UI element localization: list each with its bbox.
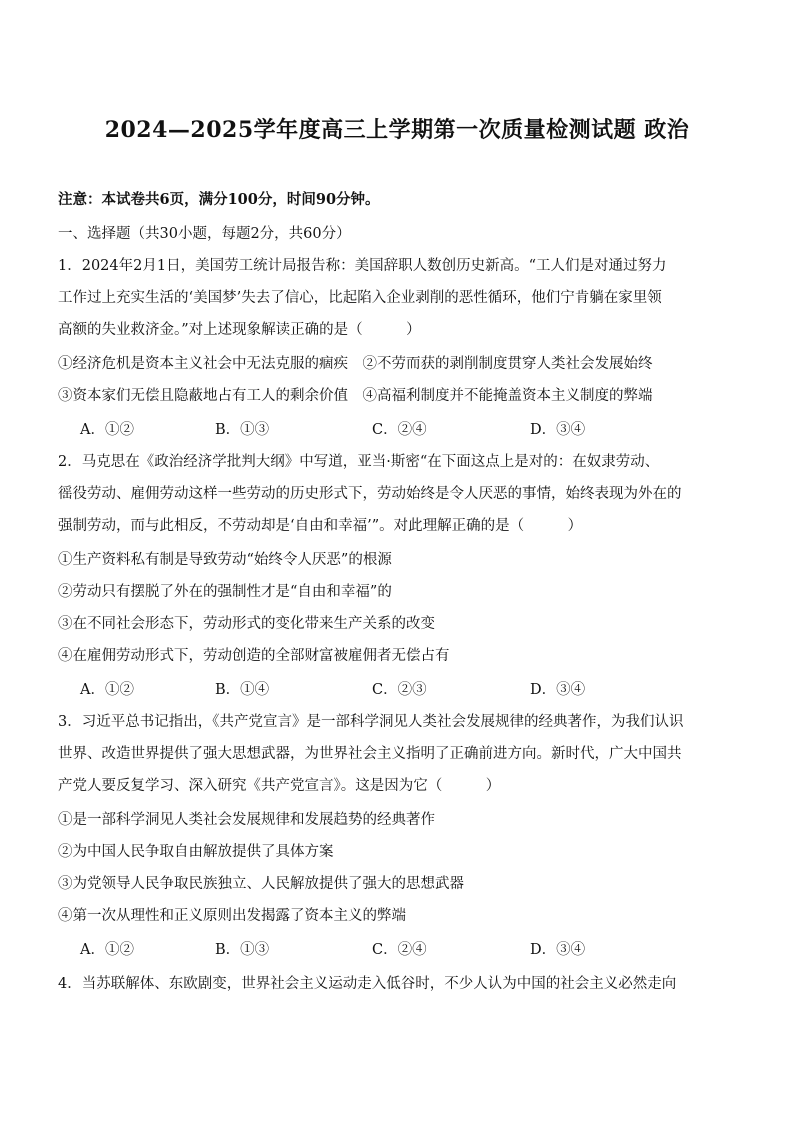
q1-stem-line2: 工作过上充实生活的‘美国梦’失去了信心，比起陷入企业剥削的恶性循环，他们宁肯躺在家里领	[58, 290, 662, 306]
q2-stem-line2: 徭役劳动、雇佣劳动这样一些劳动的历史形式下，劳动始终是令人厌恶的事情，始终表现为外在的	[58, 486, 682, 502]
page-title: 2024—2025学年度高三上学期第一次质量检测试题 政治	[104, 117, 690, 143]
q1-option-a: A．①②	[80, 422, 134, 438]
q2-statement-3: ③在不同社会形态下，劳动形式的变化带来生产关系的改变	[58, 616, 435, 632]
q3-option-d: D．③④	[530, 942, 586, 958]
q3-option-a: A．①②	[80, 942, 134, 958]
q2-option-a: A．①②	[80, 682, 134, 698]
q2-statement-1: ①生产资料私有制是导致劳动“始终令人厌恶”的根源	[58, 552, 392, 568]
q2-option-c: C．②③	[372, 682, 427, 698]
q4-stem-line1: 4．当苏联解体、东欧剧变，世界社会主义运动走入低谷时，不少人认为中国的社会主义必然走向	[58, 976, 677, 992]
q3-statement-1: ①是一部科学洞见人类社会发展规律和发展趋势的经典著作	[58, 812, 435, 828]
q3-stem-line2: 世界、改造世界提供了强大思想武器，为世界社会主义指明了正确前进方向。新时代，广大中国共	[58, 746, 682, 762]
q2-stem-line3: 强制劳动，而与此相反，不劳动却是‘自由和幸福’”。对此理解正确的是（ ）	[58, 518, 583, 534]
q1-option-c: C．②④	[372, 422, 427, 438]
q3-stem-line1: 3．习近平总书记指出，《共产党宣言》是一部科学洞见人类社会发展规律的经典著作，为我们认识	[58, 714, 684, 730]
q1-statements-2: ③资本家们无偿且隐蔽地占有工人的剩余价值 ④高福利制度并不能掩盖资本主义制度的弊端	[58, 388, 653, 404]
q1-option-b: B．①③	[215, 422, 270, 438]
q1-stem-line1: 1．2024年2月1日，美国劳工统计局报告称：美国辞职人数创历史新高。“工人们是对通过努力	[58, 258, 667, 274]
section-heading: 一、选择题（共30小题，每题2分，共60分）	[58, 226, 351, 242]
q2-option-d: D．③④	[530, 682, 586, 698]
q3-stem-line3: 产党人要反复学习、深入研究《共产党宣言》。这是因为它（ ）	[58, 778, 501, 794]
q3-statement-4: ④第一次从理性和正义原则出发揭露了资本主义的弊端	[58, 908, 406, 924]
exam-notice: 注意：本试卷共6页，满分100分，时间90分钟。	[58, 191, 380, 208]
q3-option-c: C．②④	[372, 942, 427, 958]
q1-option-d: D．③④	[530, 422, 586, 438]
q1-stem-line3: 高额的失业救济金。”对上述现象解读正确的是（ ）	[58, 322, 421, 338]
q3-statement-3: ③为党领导人民争取民族独立、人民解放提供了强大的思想武器	[58, 876, 464, 892]
q2-stem-line1: 2．马克思在《政治经济学批判大纲》中写道，亚当·斯密“在下面这点上是对的：在奴隶劳动、	[58, 454, 660, 470]
q3-option-b: B．①③	[215, 942, 270, 958]
q2-option-b: B．①④	[215, 682, 270, 698]
q3-statement-2: ②为中国人民争取自由解放提供了具体方案	[58, 844, 334, 860]
q2-statement-4: ④在雇佣劳动形式下，劳动创造的全部财富被雇佣者无偿占有	[58, 648, 450, 664]
q2-statement-2: ②劳动只有摆脱了外在的强制性才是“自由和幸福”的	[58, 584, 392, 600]
q1-statements-1: ①经济危机是资本主义社会中无法克服的痼疾 ②不劳而获的剥削制度贯穿人类社会发展始终	[58, 356, 653, 372]
